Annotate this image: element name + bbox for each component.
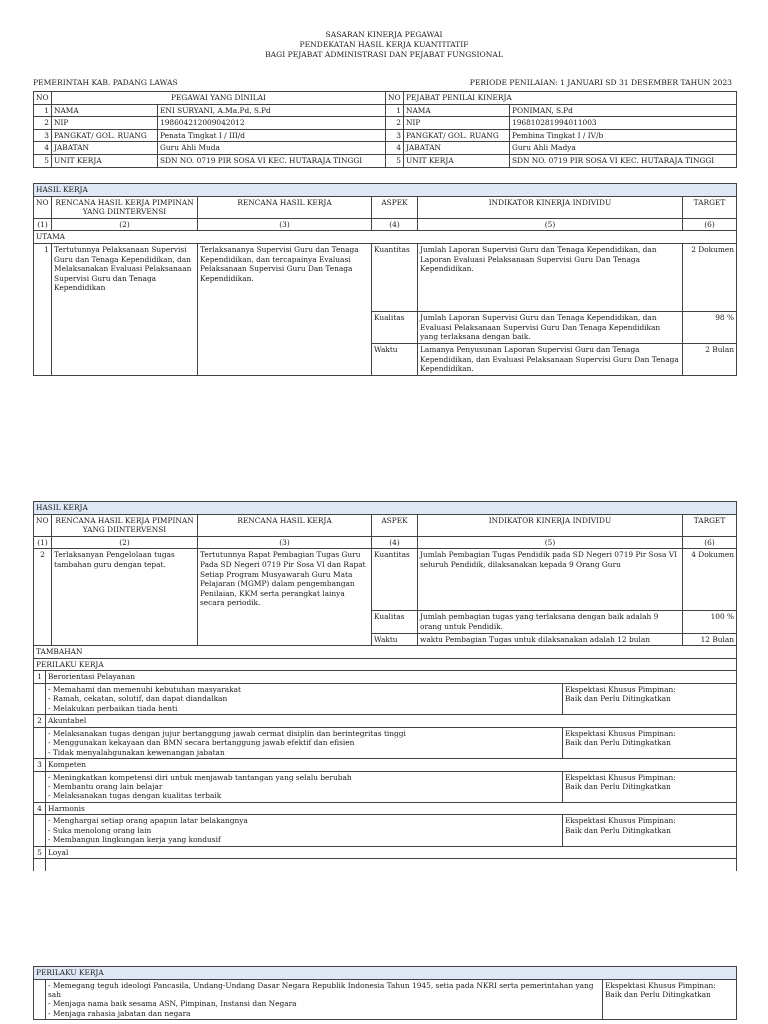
item-pimpinan: Terlaksanyan Pengelolaan tugas tambahan guru dengan tepat.	[52, 549, 198, 646]
ekspektasi-label: Ekspektasi Khusus Pimpinan:	[565, 772, 676, 782]
perilaku-point: - Suka menolong orang lain	[48, 825, 152, 835]
identity-row	[34, 154, 737, 167]
instansi: PEMERINTAH KAB. PADANG LAWAS	[33, 78, 178, 87]
no-header: NO	[34, 92, 52, 105]
item-target: 4 Dokumen	[683, 549, 737, 611]
perilaku-points	[46, 727, 563, 758]
perilaku-no: 2	[34, 715, 46, 728]
cell-label: NIP	[404, 117, 510, 130]
num: (4)	[372, 218, 418, 231]
ekspektasi-cell	[563, 683, 737, 714]
cell-value: Penata Tingkat I / III/d	[158, 129, 386, 142]
section-perilaku-kerja: PERILAKU KERJA	[34, 658, 737, 671]
cell-label: JABATAN	[404, 142, 510, 155]
item-indikator: Jumlah Laporan Supervisi Guru dan Tenaga Kependidikan, dan Laporan Evaluasi Pelaksanaan Supervisi Guru Dan Tenaga Kependidikan.	[418, 243, 683, 311]
perilaku-detail-row	[34, 683, 737, 714]
identity-row	[34, 104, 737, 117]
col-target: TARGET	[683, 514, 737, 536]
ekspektasi-label: Ekspektasi Khusus Pimpinan:	[565, 684, 676, 694]
perilaku-detail-row	[34, 815, 737, 846]
periode: PERIODE PENILAIAN: 1 JANUARI SD 31 DESEMBER TAHUN 2023	[469, 78, 732, 87]
perilaku-title: Kompeten	[46, 758, 737, 771]
cell-label: NIP	[52, 117, 158, 130]
ekspektasi-value: Baik dan Perlu Ditingkatkan	[565, 738, 671, 748]
cell-value: Guru Ahli Muda	[158, 142, 386, 155]
perilaku-point: - Memegang teguh ideologi Pancasila, Undang-Undang Dasar Negara Republik Indonesia Tahun 1945, setia pada NKRI serta pemerintahan yang sah	[48, 980, 594, 999]
item-target: 98 %	[683, 311, 737, 343]
num: (5)	[418, 218, 683, 231]
item-aspek: Kuantitas	[372, 243, 418, 311]
cell-value: ENI SURYANI, A.Ma.Pd, S.Pd	[158, 104, 386, 117]
cell-value: SDN NO. 0719 PIR SOSA VI KEC. HUTARAJA TINGGI	[158, 154, 386, 167]
identity-row	[34, 117, 737, 130]
cell-no: 1	[34, 104, 52, 117]
num: (2)	[52, 218, 198, 231]
cell-value: SDN NO. 0719 PIR SOSA VI KEC. HUTARAJA TINGGI	[510, 154, 737, 167]
perilaku-title-row	[34, 671, 737, 684]
item-aspek: Kuantitas	[372, 549, 418, 611]
table-row	[34, 549, 737, 611]
perilaku-point: - Ramah, cekatan, solutif, dan dapat diandalkan	[48, 694, 228, 704]
cell-no: 3	[386, 129, 404, 142]
item-indikator: Jumlah Laporan Supervisi Guru dan Tenaga Kependidikan, dan Evaluasi Pelaksanaan Supervisi Guru Dan Tenaga Kependidikan yang terlaksana dengan baik.	[418, 311, 683, 343]
perilaku-point: - Menjaga nama baik sesama ASN, Pimpinan, Instansi dan Negara	[48, 999, 297, 1009]
perilaku-title: Akuntabel	[46, 715, 737, 728]
hasil-kerja-table-utama	[33, 183, 737, 376]
col-aspek: ASPEK	[372, 514, 418, 536]
perilaku-point: - Tidak menyalahgunakan kewenangan jabatan	[48, 747, 225, 757]
perilaku-points	[46, 771, 563, 802]
perilaku-detail-row	[34, 771, 737, 802]
title-line-1: SASARAN KINERJA PEGAWAI	[325, 30, 443, 39]
col-pimpinan: RENCANA HASIL KERJA PIMPINAN YANG DIINTERVENSI	[52, 196, 198, 218]
cell-label: NAMA	[52, 104, 158, 117]
col-indikator: INDIKATOR KINERJA INDIVIDU	[418, 196, 683, 218]
col-no: NO	[34, 196, 52, 218]
ekspektasi-label: Ekspektasi Khusus Pimpinan:	[565, 816, 676, 826]
perilaku-point: - Membantu orang lain belajar	[48, 781, 163, 791]
item-aspek: Kualitas	[372, 311, 418, 343]
perilaku-point: - Melakukan perbaikan tiada henti	[48, 703, 178, 713]
section-utama: UTAMA	[34, 231, 737, 244]
perilaku-title: Berorientasi Pelayanan	[46, 671, 737, 684]
perilaku-point: - Meningkatkan kompetensi diri untuk menjawab tantangan yang selalu berubah	[48, 772, 352, 782]
identity-row	[34, 129, 737, 142]
item-pimpinan: Tertutunnya Pelaksanaan Supervisi Guru dan Tenaga Kependidikan, dan Melaksanakan Evaluasi Pelaksanaan Supervisi Guru dan Tenaga Kependidikan	[52, 243, 198, 375]
section-perilaku-kerja: PERILAKU KERJA	[34, 967, 737, 980]
col-aspek: ASPEK	[372, 196, 418, 218]
perilaku-point: - Menghargai setiap orang apapun latar belakangnya	[48, 816, 248, 826]
item-target: 2 Dokumen	[683, 243, 737, 311]
cell-no: 5	[386, 154, 404, 167]
perilaku-no: 3	[34, 758, 46, 771]
hasil-header-row	[34, 514, 737, 536]
identity-header-row	[34, 92, 737, 105]
cell-no: 3	[34, 129, 52, 142]
perilaku-point: - Membangun lingkungan kerja yang kondusif	[48, 835, 221, 845]
col-rencana: RENCANA HASIL KERJA	[198, 514, 372, 536]
ekspektasi-value: Baik dan Perlu Ditingkatkan	[605, 990, 711, 999]
cell-value: Pembina Tingkat I / IV/b	[510, 129, 737, 142]
title-line-2: PENDEKATAN HASIL KERJA KUANTITATIF	[299, 40, 469, 49]
perilaku-point: - Menjaga rahasia jabatan dan negara	[48, 1008, 191, 1018]
hasil-header-row	[34, 196, 737, 218]
hasil-num-row	[34, 536, 737, 549]
cell-label: UNIT KERJA	[52, 154, 158, 167]
item-rencana: Tertutunnya Rapat Pembagian Tugas Guru Pada SD Negeri 0719 Pir Sosa VI dan Rapat Setiap Program Musyawarah Guru Mata Pelajaran (MGMP) dalam pengembangan Penilaian, KKM serta perangkat lainya secara periodik.	[198, 549, 372, 646]
item-target: 2 Bulan	[683, 343, 737, 375]
cell-no: 4	[34, 142, 52, 155]
ekspektasi-label: Ekspektasi Khusus Pimpinan:	[565, 728, 676, 738]
cell-value: Guru Ahli Madya	[510, 142, 737, 155]
item-indikator: Jumlah pembagian tugas yang terlaksana dengan baik adalah 9 orang untuk Pendidik.	[418, 611, 683, 633]
perilaku-no: 4	[34, 802, 46, 815]
perilaku-title-row	[34, 715, 737, 728]
perilaku-title-row	[34, 758, 737, 771]
cell-no: 4	[386, 142, 404, 155]
item-aspek: Kualitas	[372, 611, 418, 633]
ekspektasi-cell	[563, 815, 737, 846]
ekspektasi-cell	[603, 979, 737, 1020]
dinilai-title: PEGAWAI YANG DINILAI	[52, 92, 386, 105]
num: (3)	[198, 536, 372, 549]
perilaku-point: - Melaksanakan tugas dengan kualitas terbaik	[48, 791, 222, 801]
cell-label: NAMA	[404, 104, 510, 117]
identity-table	[33, 91, 737, 168]
perilaku-title: Harmonis	[46, 802, 737, 815]
item-indikator: waktu Pembagian Tugas untuk dilaksanakan adalah 12 bulan	[418, 633, 683, 646]
num: (4)	[372, 536, 418, 549]
item-indikator: Lamanya Penyusunan Laporan Supervisi Guru dan Tenaga Kependidikan, dan Evaluasi Pelaksanaan Supervisi Guru Dan Tenaga Kependidikan.	[418, 343, 683, 375]
cell-label: JABATAN	[52, 142, 158, 155]
perilaku-points	[46, 683, 563, 714]
ekspektasi-cell	[563, 771, 737, 802]
col-indikator: INDIKATOR KINERJA INDIVIDU	[418, 514, 683, 536]
ekspektasi-value: Baik dan Perlu Ditingkatkan	[565, 825, 671, 835]
item-target: 12 Bulan	[683, 633, 737, 646]
cell-label: PANGKAT/ GOL. RUANG	[404, 129, 510, 142]
no-header-2: NO	[386, 92, 404, 105]
cell-value: 198604212009042012	[158, 117, 386, 130]
cell-value: 196810281994011003	[510, 117, 737, 130]
col-rencana: RENCANA HASIL KERJA	[198, 196, 372, 218]
item-no: 1	[34, 243, 52, 375]
num: (6)	[683, 218, 737, 231]
cell-no: 1	[386, 104, 404, 117]
perilaku-title-row	[34, 802, 737, 815]
perilaku-point: - Menggunakan kekayaan dan BMN secara bertanggung jawab efektif dan efisien	[48, 738, 355, 748]
perilaku-title-row	[34, 846, 737, 859]
section-hasil-kerja: HASIL KERJA	[34, 184, 737, 197]
perilaku-point: - Memahami dan memenuhi kebutuhan masyarakat	[48, 684, 242, 694]
cell-label: UNIT KERJA	[404, 154, 510, 167]
section-hasil-kerja: HASIL KERJA	[34, 502, 737, 515]
ekspektasi-label: Ekspektasi Khusus Pimpinan:	[605, 980, 716, 990]
hasil-num-row	[34, 218, 737, 231]
item-aspek: Waktu	[372, 343, 418, 375]
num: (5)	[418, 536, 683, 549]
cell-label: PANGKAT/ GOL. RUANG	[52, 129, 158, 142]
doc-title	[0, 30, 768, 60]
cell-no: 2	[34, 117, 52, 130]
item-aspek: Waktu	[372, 633, 418, 646]
num: (1)	[34, 536, 52, 549]
col-pimpinan: RENCANA HASIL KERJA PIMPINAN YANG DIINTERVENSI	[52, 514, 198, 536]
col-no: NO	[34, 514, 52, 536]
cell-no: 2	[386, 117, 404, 130]
cell-no: 5	[34, 154, 52, 167]
perilaku-detail-row	[34, 979, 737, 1020]
title-line-3: BAGI PEJABAT ADMINISTRASI DAN PEJABAT FUNGSIONAL	[265, 50, 503, 59]
num: (2)	[52, 536, 198, 549]
perilaku-points	[46, 815, 563, 846]
cell-value: PONIMAN, S.Pd	[510, 104, 737, 117]
perilaku-point: - Melaksanakan tugas dengan jujur bertanggung jawab cermat disiplin dan berintegritas tinggi	[48, 728, 406, 738]
hasil-kerja-table-2	[33, 501, 737, 871]
perilaku-points	[46, 979, 603, 1020]
section-tambahan: TAMBAHAN	[34, 646, 737, 659]
perilaku-no: 5	[34, 846, 46, 859]
table-row	[34, 243, 737, 311]
identity-row	[34, 142, 737, 155]
num: (1)	[34, 218, 52, 231]
perilaku-title: Loyal	[46, 846, 737, 859]
item-rencana: Terlaksananya Supervisi Guru dan Tenaga Kependidikan, dan tercapainya Evaluasi Pelaksanaan Supervisi Guru Dan Tenaga Kependidikan.	[198, 243, 372, 375]
num: (3)	[198, 218, 372, 231]
ekspektasi-value: Baik dan Perlu Ditingkatkan	[565, 694, 671, 704]
ekspektasi-cell	[563, 727, 737, 758]
col-target: TARGET	[683, 196, 737, 218]
penilai-title: PEJABAT PENILAI KINERJA	[404, 92, 737, 105]
perilaku-detail-row	[34, 727, 737, 758]
item-no: 2	[34, 549, 52, 646]
perilaku-no: 1	[34, 671, 46, 684]
num: (6)	[683, 536, 737, 549]
item-indikator: Jumlah Pembagian Tugas Pendidik pada SD Negeri 0719 Pir Sosa VI seluruh Pendidik, dilaksanakan kepada 9 Orang Guru	[418, 549, 683, 611]
perilaku-kerja-continued	[33, 966, 737, 1020]
ekspektasi-value: Baik dan Perlu Ditingkatkan	[565, 781, 671, 791]
item-target: 100 %	[683, 611, 737, 633]
